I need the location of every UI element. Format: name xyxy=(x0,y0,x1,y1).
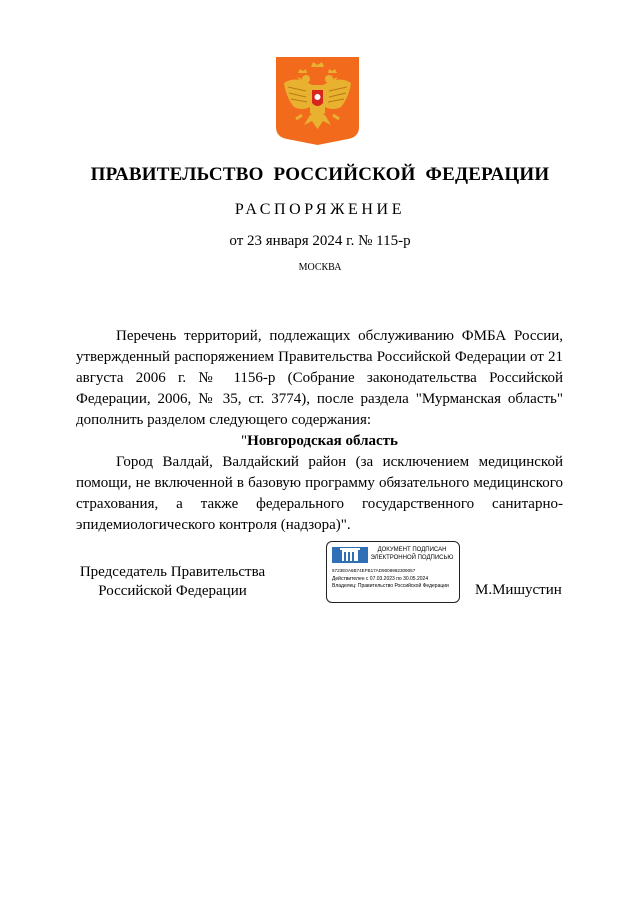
certificate-owner: Владелец: Правительство Российской Федерации xyxy=(332,583,449,589)
signer-title-line-2: Российской Федерации xyxy=(98,583,247,599)
document-body xyxy=(76,326,563,536)
coat-of-arms-emblem xyxy=(276,57,359,145)
opening-quote: " xyxy=(241,433,248,449)
certificate-serial: 5723E0A6B74EFB17AD9008982309057 xyxy=(332,568,416,573)
signer-title xyxy=(60,563,285,601)
certificate-validity: Действителен с 07.03.2023 по 30.05.2024 xyxy=(332,576,429,582)
section-heading: Новгородская область xyxy=(247,433,398,449)
page-title: ПРАВИТЕЛЬСТВО РОССИЙСКОЙ ФЕДЕРАЦИИ xyxy=(90,164,550,185)
date-and-number: от 23 января 2024 г. № 115-р xyxy=(229,233,411,249)
section-heading-line xyxy=(76,431,563,452)
electronic-signature-stamp xyxy=(326,541,460,603)
government-building-icon xyxy=(332,547,368,563)
body-paragraph-1: Перечень территорий, подлежащих обслуживанию ФМБА России, утвержденный распоряжением Правительства Российской Федерации от 21 августа 2006 г. № 1156-р (Собрание законодательства Российской Федерации, 2006, № 35, ст. 3774), после раздела "Мурманская область" дополнить разделом следующего содержания: xyxy=(76,328,563,428)
russian-coat-of-arms-icon xyxy=(276,57,359,145)
signer-name: М.Мишустин xyxy=(475,582,562,598)
body-paragraph-2: Город Валдай, Валдайский район (за исключением медицинской помощи, не включенной в базовую программу обязательного медицинского страхования, а также федерального государственного санитарно-эпидемиологического контроля (надзора)". xyxy=(76,454,563,533)
city-label: МОСКВА xyxy=(298,262,342,273)
stamp-heading-line-1: ДОКУМЕНТ ПОДПИСАН xyxy=(377,547,447,553)
stamp-heading xyxy=(367,547,457,562)
signer-title-line-1: Председатель Правительства xyxy=(79,564,266,580)
stamp-heading-line-2: ЭЛЕКТРОННОЙ ПОДПИСЬЮ xyxy=(370,554,454,561)
document-type: РАСПОРЯЖЕНИЕ xyxy=(234,201,406,218)
